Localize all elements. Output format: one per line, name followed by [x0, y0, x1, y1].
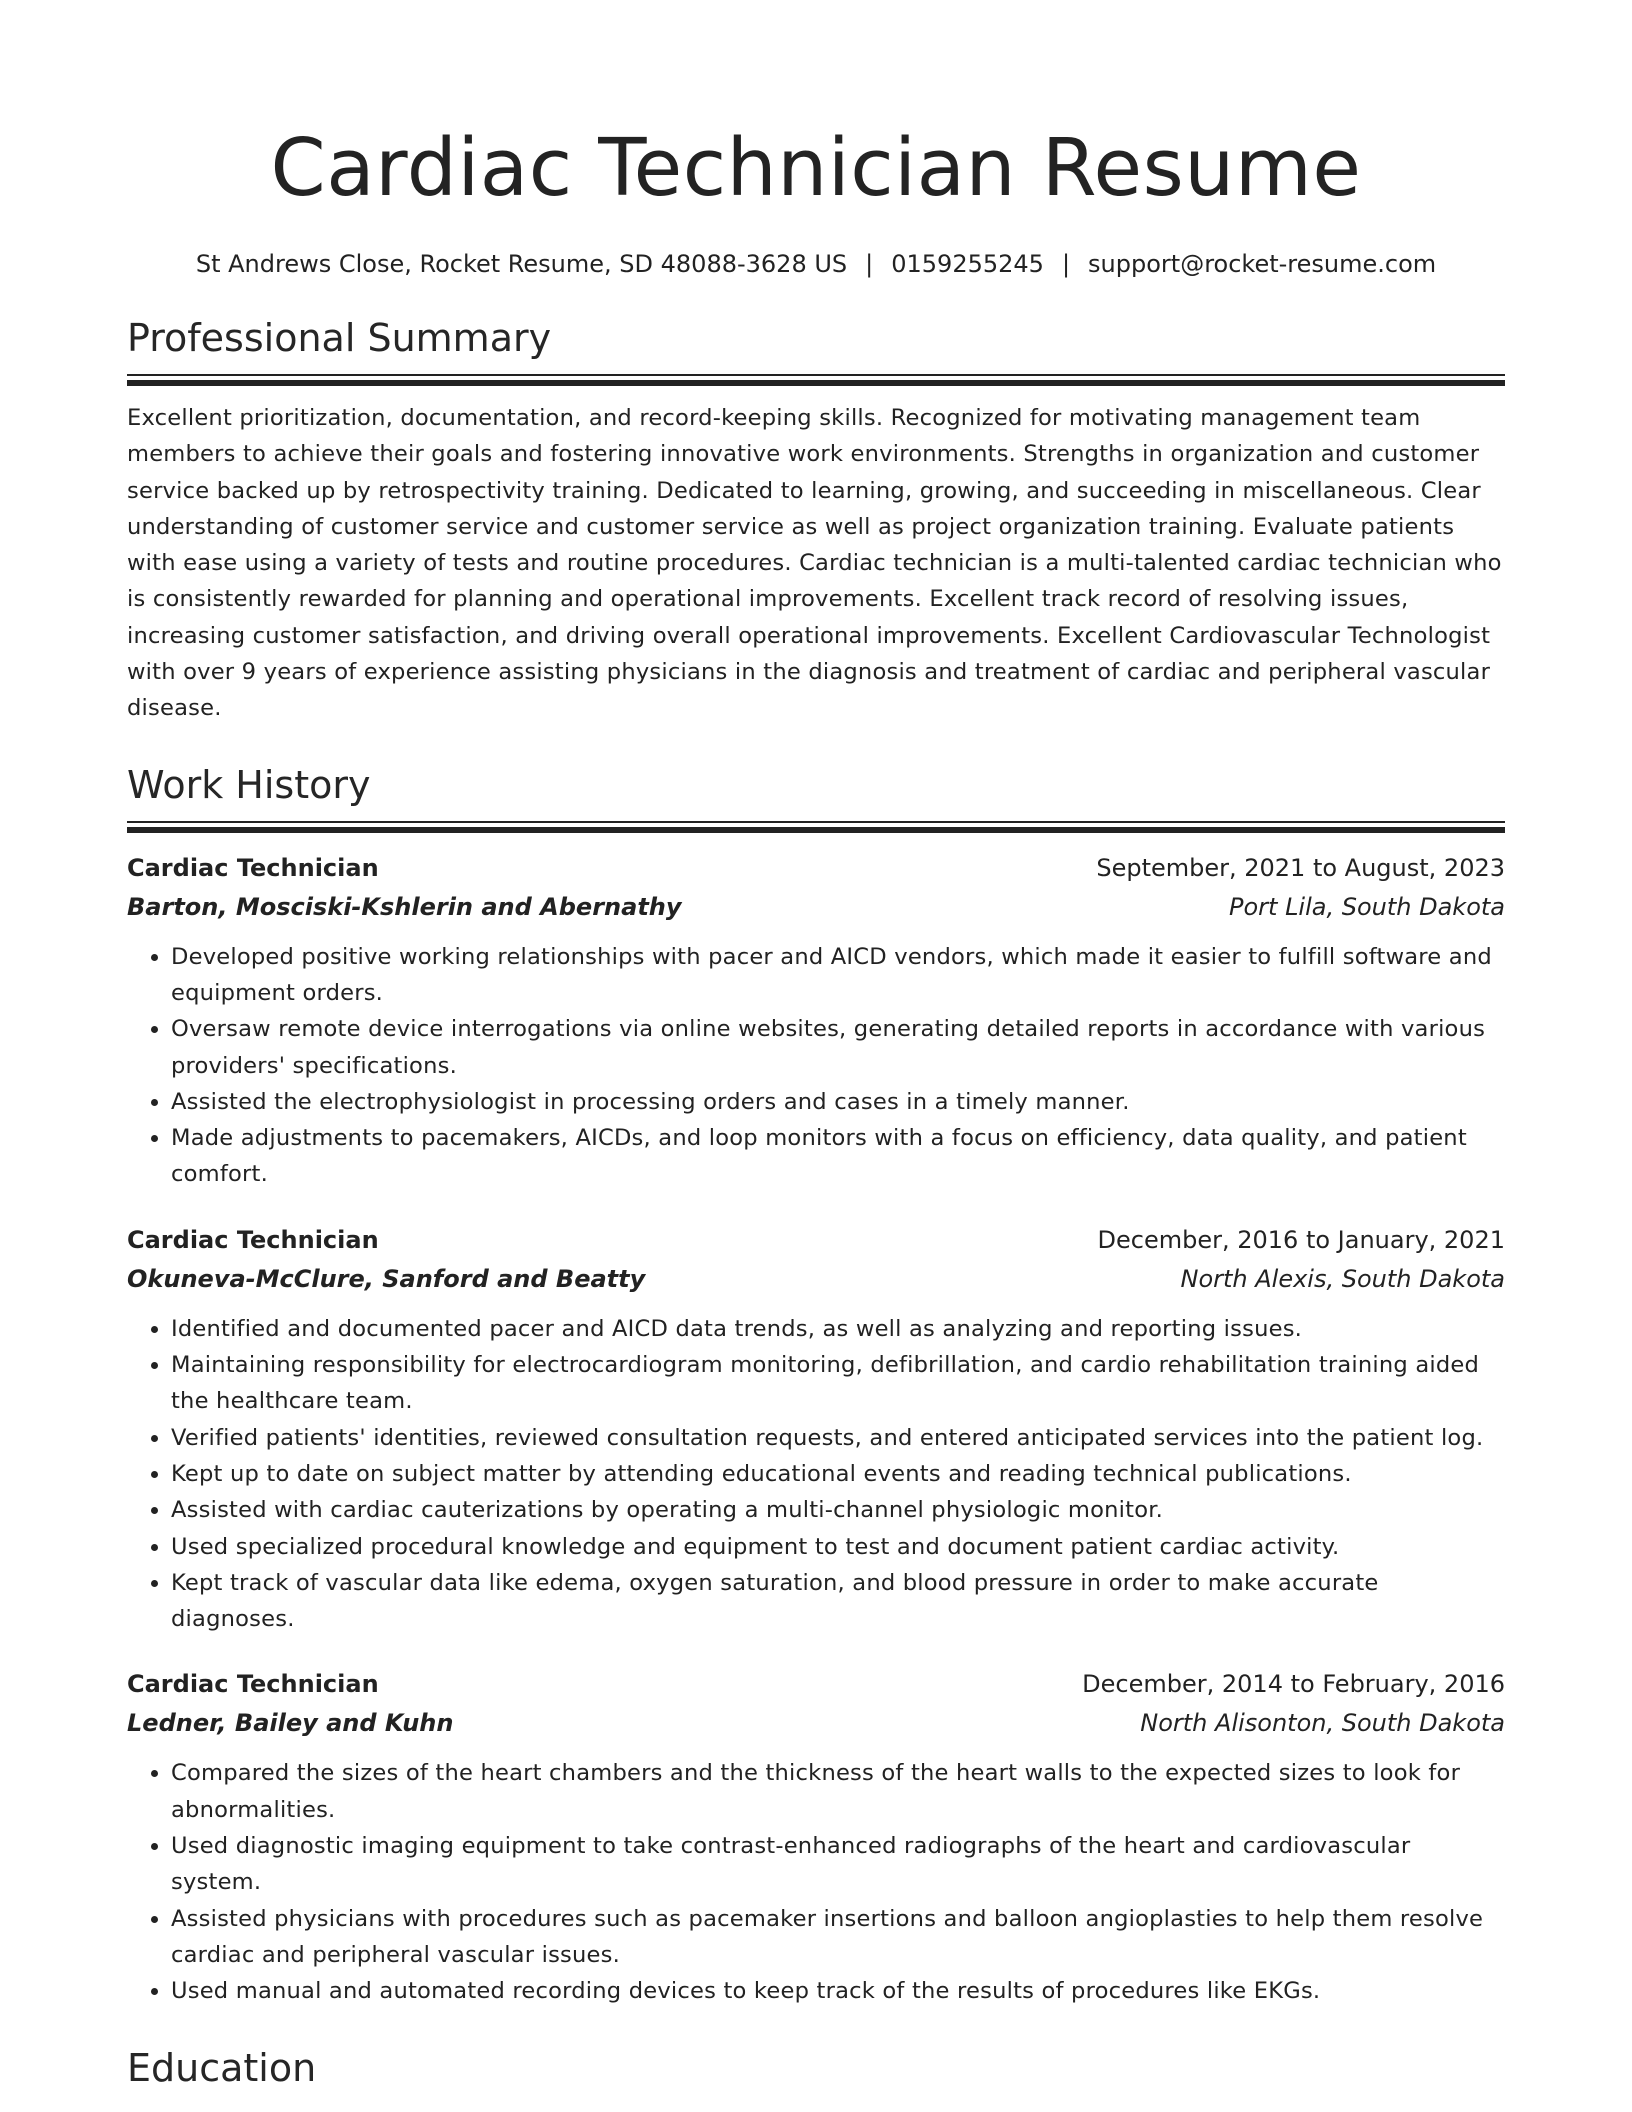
- job-bullet-list: [127, 1311, 1505, 1638]
- job-bullet: • Compared the sizes of the heart chambers and the thickness of the heart walls to the expected sizes to look for abnormalities.: [171, 1755, 1505, 1828]
- education-section: [127, 2044, 1505, 2092]
- job-title: Cardiac Technician: [127, 853, 379, 882]
- job-employer: Ledner, Bailey and Kuhn: [127, 1709, 454, 1738]
- job-bullet: • Oversaw remote device interrogations via online websites, generating detailed reports in accordance with various providers' specifications.: [171, 1011, 1505, 1084]
- job-dates: September, 2021 to August, 2023: [1096, 853, 1505, 882]
- job-employer-row: [127, 1704, 1505, 1743]
- job-bullet: • Assisted the electrophysiologist in processing orders and cases in a timely manner.: [171, 1084, 1505, 1120]
- job-entry: [127, 849, 1505, 1193]
- job-bullet-list: [127, 1755, 1505, 2009]
- job-header-row: [127, 849, 1505, 888]
- job-employer: Barton, Mosciski-Kshlerin and Abernathy: [127, 892, 682, 921]
- job-bullet: • Kept track of vascular data like edema, oxygen saturation, and blood pressure in order to make accurate diagnoses.: [171, 1565, 1505, 1638]
- job-bullet: • Verified patients' identities, reviewed consultation requests, and entered anticipated services into the patient log.: [171, 1420, 1505, 1456]
- contact-phone: 0159255245: [891, 250, 1044, 278]
- job-bullet: • Assisted physicians with procedures such as pacemaker insertions and balloon angioplasties to help them resolve cardiac and peripheral vascular issues.: [171, 1901, 1505, 1974]
- job-bullet: • Assisted with cardiac cauterizations by operating a multi-channel physiologic monitor.: [171, 1492, 1505, 1528]
- contact-separator: |: [1061, 250, 1071, 278]
- section-heading-education: Education: [127, 2045, 317, 2090]
- job-bullet: • Maintaining responsibility for electrocardiogram monitoring, defibrillation, and cardio rehabilitation training aided the healthcare team.: [171, 1347, 1505, 1420]
- section-heading-work-history: Work History: [127, 762, 371, 807]
- job-entry: [127, 1665, 1505, 2009]
- job-dates: December, 2016 to January, 2021: [1097, 1225, 1505, 1254]
- job-title: Cardiac Technician: [127, 1670, 379, 1699]
- job-title: Cardiac Technician: [127, 1225, 379, 1254]
- job-bullet: • Used manual and automated recording devices to keep track of the results of procedures like EKGs.: [171, 1973, 1505, 2009]
- job-bullet-list: [127, 939, 1505, 1193]
- section-divider: [127, 374, 1505, 386]
- contact-line: [127, 248, 1505, 280]
- contact-email: support@rocket-resume.com: [1088, 250, 1437, 278]
- job-entry: [127, 1221, 1505, 1638]
- job-bullet: • Identified and documented pacer and AICD data trends, as well as analyzing and reporting issues.: [171, 1311, 1505, 1347]
- contact-separator: |: [865, 250, 874, 278]
- work-history-section: [127, 761, 1505, 2010]
- summary-text: Excellent prioritization, documentation, and record-keeping skills. Recognized for motivating management team members to achieve their goals and fostering innovative work environments. Strengths in organization and customer service backed up by retrospectivity training. Dedicated to learning, growing, and succeeding in miscellaneous. Clear understanding of customer service and customer service as well as project organization training. Evaluate patients with ease using a variety of tests and routine procedures. Cardiac technician is a multi-talented cardiac technician who is consistently rewarded for planning and operational improvements. Excellent track record of resolving issues, increasing customer satisfaction, and driving overall operational improvements. Excellent Cardiovascular Technologist with over 9 years of experience assisting physicians in the diagnosis and treatment of cardiac and peripheral vascular disease.: [127, 405, 1502, 722]
- job-header-row: [127, 1665, 1505, 1704]
- professional-summary-section: [127, 314, 1505, 727]
- job-dates: December, 2014 to February, 2016: [1082, 1670, 1505, 1699]
- job-employer-row: [127, 888, 1505, 927]
- section-divider: [127, 821, 1505, 833]
- job-employer-row: [127, 1260, 1505, 1299]
- job-location: North Alexis, South Dakota: [1180, 1264, 1505, 1293]
- job-bullet: • Kept up to date on subject matter by attending educational events and reading technical publications.: [171, 1456, 1505, 1492]
- job-bullet: • Made adjustments to pacemakers, AICDs, and loop monitors with a focus on efficiency, data quality, and patient comfort.: [171, 1120, 1505, 1193]
- contact-address: St Andrews Close, Rocket Resume, SD 48088-3628 US: [195, 250, 848, 278]
- job-location: Port Lila, South Dakota: [1229, 892, 1505, 921]
- job-bullet: • Used specialized procedural knowledge and equipment to test and document patient cardiac activity.: [171, 1529, 1505, 1565]
- job-bullet: • Developed positive working relationships with pacer and AICD vendors, which made it easier to fulfill software and equipment orders.: [171, 939, 1505, 1012]
- job-bullet: • Used diagnostic imaging equipment to take contrast-enhanced radiographs of the heart and cardiovascular system.: [171, 1828, 1505, 1901]
- job-employer: Okuneva-McClure, Sanford and Beatty: [127, 1264, 646, 1293]
- job-header-row: [127, 1221, 1505, 1260]
- section-heading-professional-summary: Professional Summary: [127, 316, 552, 360]
- job-location: North Alisonton, South Dakota: [1140, 1709, 1505, 1738]
- resume-title: Cardiac Technician Resume: [270, 122, 1362, 214]
